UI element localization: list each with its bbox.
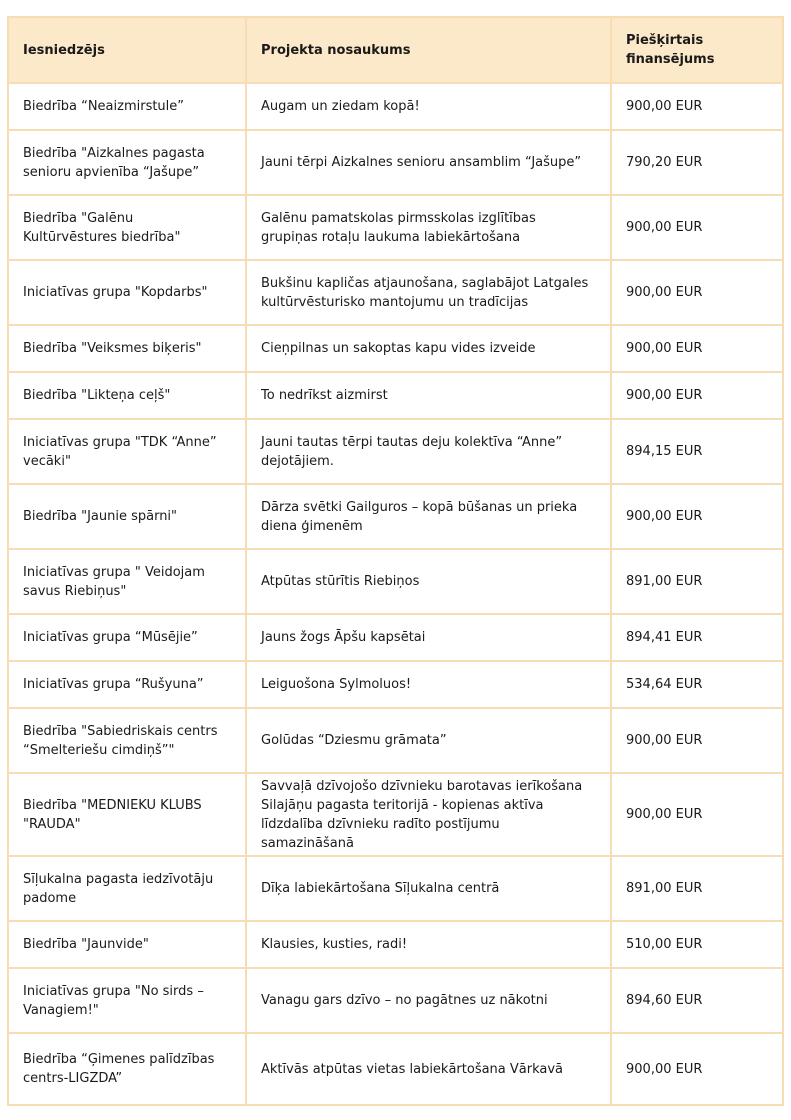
project-cell: Cieņpilnas un sakoptas kapu vides izveide [246,325,611,372]
table-row [8,968,783,1033]
applicant-cell: Biedrība "MEDNIEKU KLUBS "RAUDA" [8,773,246,856]
table-row [8,661,783,708]
table-row [8,614,783,661]
project-cell: Vanagu gars dzīvo – no pagātnes uz nākotni [246,968,611,1033]
amount-cell: 891,00 EUR [611,856,783,921]
header-applicant: Iesniedzējs [8,17,246,83]
amount-cell: 790,20 EUR [611,130,783,195]
applicant-cell: Biedrība "Sabiedriskais centrs “Smelteriešu cimdiņš”" [8,708,246,773]
applicant-cell: Iniciatīvas grupa " Veidojam savus Riebiņus" [8,549,246,614]
table-row [8,325,783,372]
amount-cell: 900,00 EUR [611,83,783,130]
applicant-cell: Biedrība "Jaunvide" [8,921,246,968]
amount-cell: 894,15 EUR [611,419,783,484]
table-row [8,130,783,195]
project-cell: Jauni tautas tērpi tautas deju kolektīva “Anne” dejotājiem. [246,419,611,484]
applicant-cell: Biedrība “Neaizmirstule” [8,83,246,130]
applicant-cell: Biedrība "Veiksmes biķeris" [8,325,246,372]
project-cell: Jauns žogs Āpšu kapsētai [246,614,611,661]
project-cell: Dārza svētki Gailguros – kopā būšanas un prieka diena ģimenēm [246,484,611,549]
table-row [8,549,783,614]
table-row [8,484,783,549]
applicant-cell: Iniciatīvas grupa “Mūsējie” [8,614,246,661]
project-cell: Savvaļā dzīvojošo dzīvnieku barotavas ierīkošana Silajāņu pagasta teritorijā - kopienas aktīva līdzdalība dzīvnieku radīto postījumu samazināšanā [246,773,611,856]
table-row [8,260,783,325]
table-row [8,83,783,130]
table-row [8,921,783,968]
table-row [8,708,783,773]
header-amount: Piešķirtais finansējums [611,17,783,83]
project-cell: Aktīvās atpūtas vietas labiekārtošana Vārkavā [246,1033,611,1105]
project-cell: To nedrīkst aizmirst [246,372,611,419]
project-cell: Dīķa labiekārtošana Sīļukalna centrā [246,856,611,921]
project-cell: Augam un ziedam kopā! [246,83,611,130]
applicant-cell: Biedrība “Ģimenes palīdzības centrs-LIGZDA” [8,1033,246,1105]
amount-cell: 894,60 EUR [611,968,783,1033]
project-cell: Jauni tērpi Aizkalnes senioru ansamblim “Jašupe” [246,130,611,195]
grants-table [7,16,784,1106]
applicant-cell: Iniciatīvas grupa “Rušyuna” [8,661,246,708]
amount-cell: 900,00 EUR [611,372,783,419]
amount-cell: 900,00 EUR [611,195,783,260]
table-row [8,372,783,419]
applicant-cell: Iniciatīvas grupa "TDK “Anne” vecāki" [8,419,246,484]
applicant-cell: Biedrība "Aizkalnes pagasta senioru apvienība “Jašupe” [8,130,246,195]
table-row [8,419,783,484]
header-project: Projekta nosaukums [246,17,611,83]
amount-cell: 894,41 EUR [611,614,783,661]
amount-cell: 534,64 EUR [611,661,783,708]
applicant-cell: Sīļukalna pagasta iedzīvotāju padome [8,856,246,921]
amount-cell: 891,00 EUR [611,549,783,614]
table-row [8,773,783,856]
amount-cell: 510,00 EUR [611,921,783,968]
amount-cell: 900,00 EUR [611,1033,783,1105]
amount-cell: 900,00 EUR [611,325,783,372]
applicant-cell: Iniciatīvas grupa "Kopdarbs" [8,260,246,325]
table-row [8,195,783,260]
amount-cell: 900,00 EUR [611,773,783,856]
project-cell: Leiguošona Sylmoluos! [246,661,611,708]
applicant-cell: Biedrība "Likteņa ceļš" [8,372,246,419]
header-row [8,17,783,83]
project-cell: Golūdas “Dziesmu grāmata” [246,708,611,773]
applicant-cell: Biedrība "Jaunie spārni" [8,484,246,549]
project-cell: Bukšinu kapličas atjaunošana, saglabājot Latgales kultūrvēsturisko mantojumu un tradīcijas [246,260,611,325]
project-cell: Galēnu pamatskolas pirmsskolas izglītības grupiņas rotaļu laukuma labiekārtošana [246,195,611,260]
project-cell: Atpūtas stūrītis Riebiņos [246,549,611,614]
project-cell: Klausies, kusties, radi! [246,921,611,968]
table-row [8,856,783,921]
applicant-cell: Biedrība "Galēnu Kultūrvēstures biedrība" [8,195,246,260]
amount-cell: 900,00 EUR [611,484,783,549]
applicant-cell: Iniciatīvas grupa "No sirds – Vanagiem!" [8,968,246,1033]
table-row [8,1033,783,1105]
amount-cell: 900,00 EUR [611,708,783,773]
amount-cell: 900,00 EUR [611,260,783,325]
